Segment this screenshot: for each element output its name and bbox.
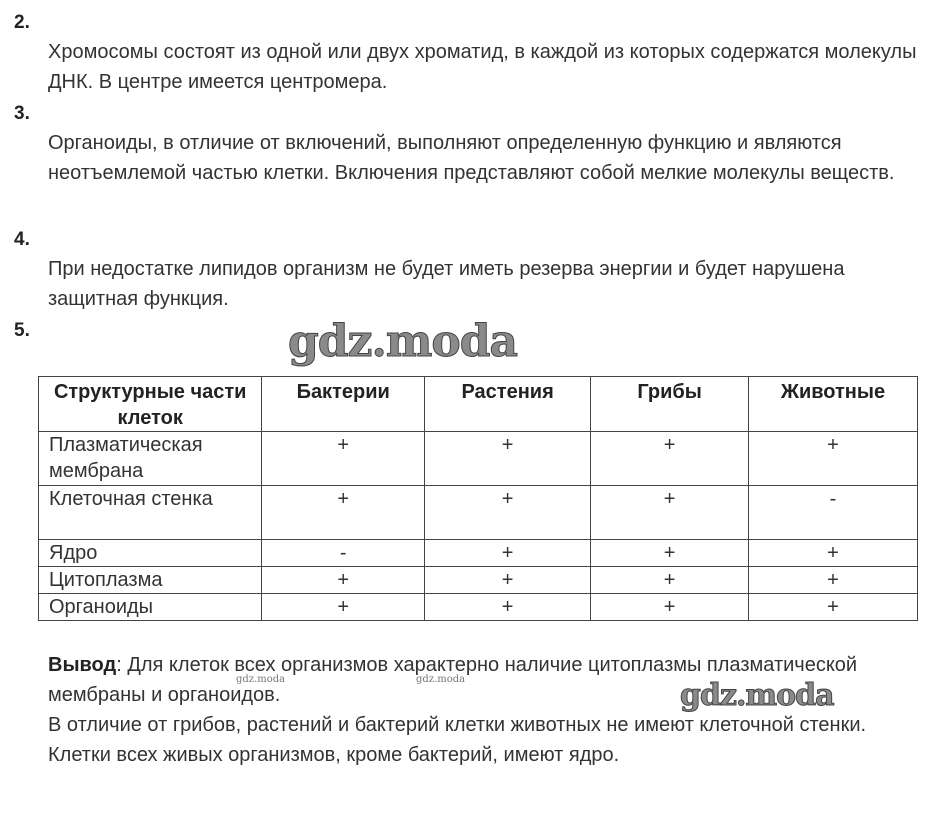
table-cell: + bbox=[424, 432, 590, 486]
table-cell: + bbox=[591, 567, 749, 594]
cell-structures-table bbox=[38, 376, 918, 621]
item-number-3: 3. bbox=[14, 103, 30, 124]
table-cell: + bbox=[424, 486, 590, 540]
header-cell: Структурные части клеток bbox=[39, 377, 262, 432]
header-cell: Грибы bbox=[591, 377, 749, 432]
table-cell: + bbox=[424, 540, 590, 567]
row-label: Ядро bbox=[39, 540, 262, 567]
table-header-row bbox=[39, 377, 918, 432]
item-number-4: 4. bbox=[14, 229, 30, 250]
table-cell: + bbox=[591, 594, 749, 621]
table-cell: + bbox=[748, 594, 917, 621]
conclusion-text-1: : Для клеток всех организмов характерно наличие цитоплазмы плазматической мембраны и органоидов. bbox=[48, 654, 858, 706]
watermark-logo: gdz.moda bbox=[288, 316, 518, 367]
table-cell: + bbox=[424, 594, 590, 621]
item-number-2: 2. bbox=[14, 12, 30, 33]
watermark-logo: gdz.moda bbox=[680, 678, 834, 713]
answer-2-text: Хромосомы состоят из одной или двух хроматид, в каждой из которых содержатся молекулы ДНК. В центре имеется центромера. bbox=[48, 41, 917, 93]
watermark-small: gdz.moda bbox=[236, 674, 286, 685]
table-row bbox=[39, 432, 918, 486]
table-cell: + bbox=[262, 594, 425, 621]
table-cell: - bbox=[748, 486, 917, 540]
table-cell: + bbox=[262, 486, 425, 540]
table-cell: + bbox=[424, 567, 590, 594]
table-cell: + bbox=[748, 540, 917, 567]
header-cell: Бактерии bbox=[262, 377, 425, 432]
answer-3-text: Органоиды, в отличие от включений, выполняют определенную функцию и являются неотъемлемой частью клетки. Включения представляют собой мелкие молекулы веществ. bbox=[48, 132, 895, 184]
row-label: Органоиды bbox=[39, 594, 262, 621]
row-label: Цитоплазма bbox=[39, 567, 262, 594]
table-cell: + bbox=[591, 432, 749, 486]
answer-4-text: При недостатке липидов организм не будет иметь резерва энергии и будет нарушена защитная функция. bbox=[48, 258, 845, 310]
table-cell: - bbox=[262, 540, 425, 567]
table-row bbox=[39, 540, 918, 567]
watermark-small: gdz.moda bbox=[416, 674, 466, 685]
item-number-5: 5. bbox=[14, 320, 30, 341]
row-label: Клеточная стенка bbox=[39, 486, 262, 540]
table-cell: + bbox=[591, 486, 749, 540]
table-cell: + bbox=[591, 540, 749, 567]
table-row bbox=[39, 567, 918, 594]
table-cell: + bbox=[262, 432, 425, 486]
conclusion-label: Вывод bbox=[48, 654, 117, 676]
header-cell: Животные bbox=[748, 377, 917, 432]
conclusion-paragraph-2: В отличие от грибов, растений и бактерий клетки животных не имеют клеточной стенки. Клетки всех живых организмов, кроме бактерий, имеют ядро. bbox=[48, 714, 867, 766]
table-cell: + bbox=[748, 432, 917, 486]
table-row bbox=[39, 594, 918, 621]
table-row bbox=[39, 486, 918, 540]
row-label: Плазматическая мембрана bbox=[39, 432, 262, 486]
table-cell: + bbox=[262, 567, 425, 594]
header-cell: Растения bbox=[424, 377, 590, 432]
table-cell: + bbox=[748, 567, 917, 594]
